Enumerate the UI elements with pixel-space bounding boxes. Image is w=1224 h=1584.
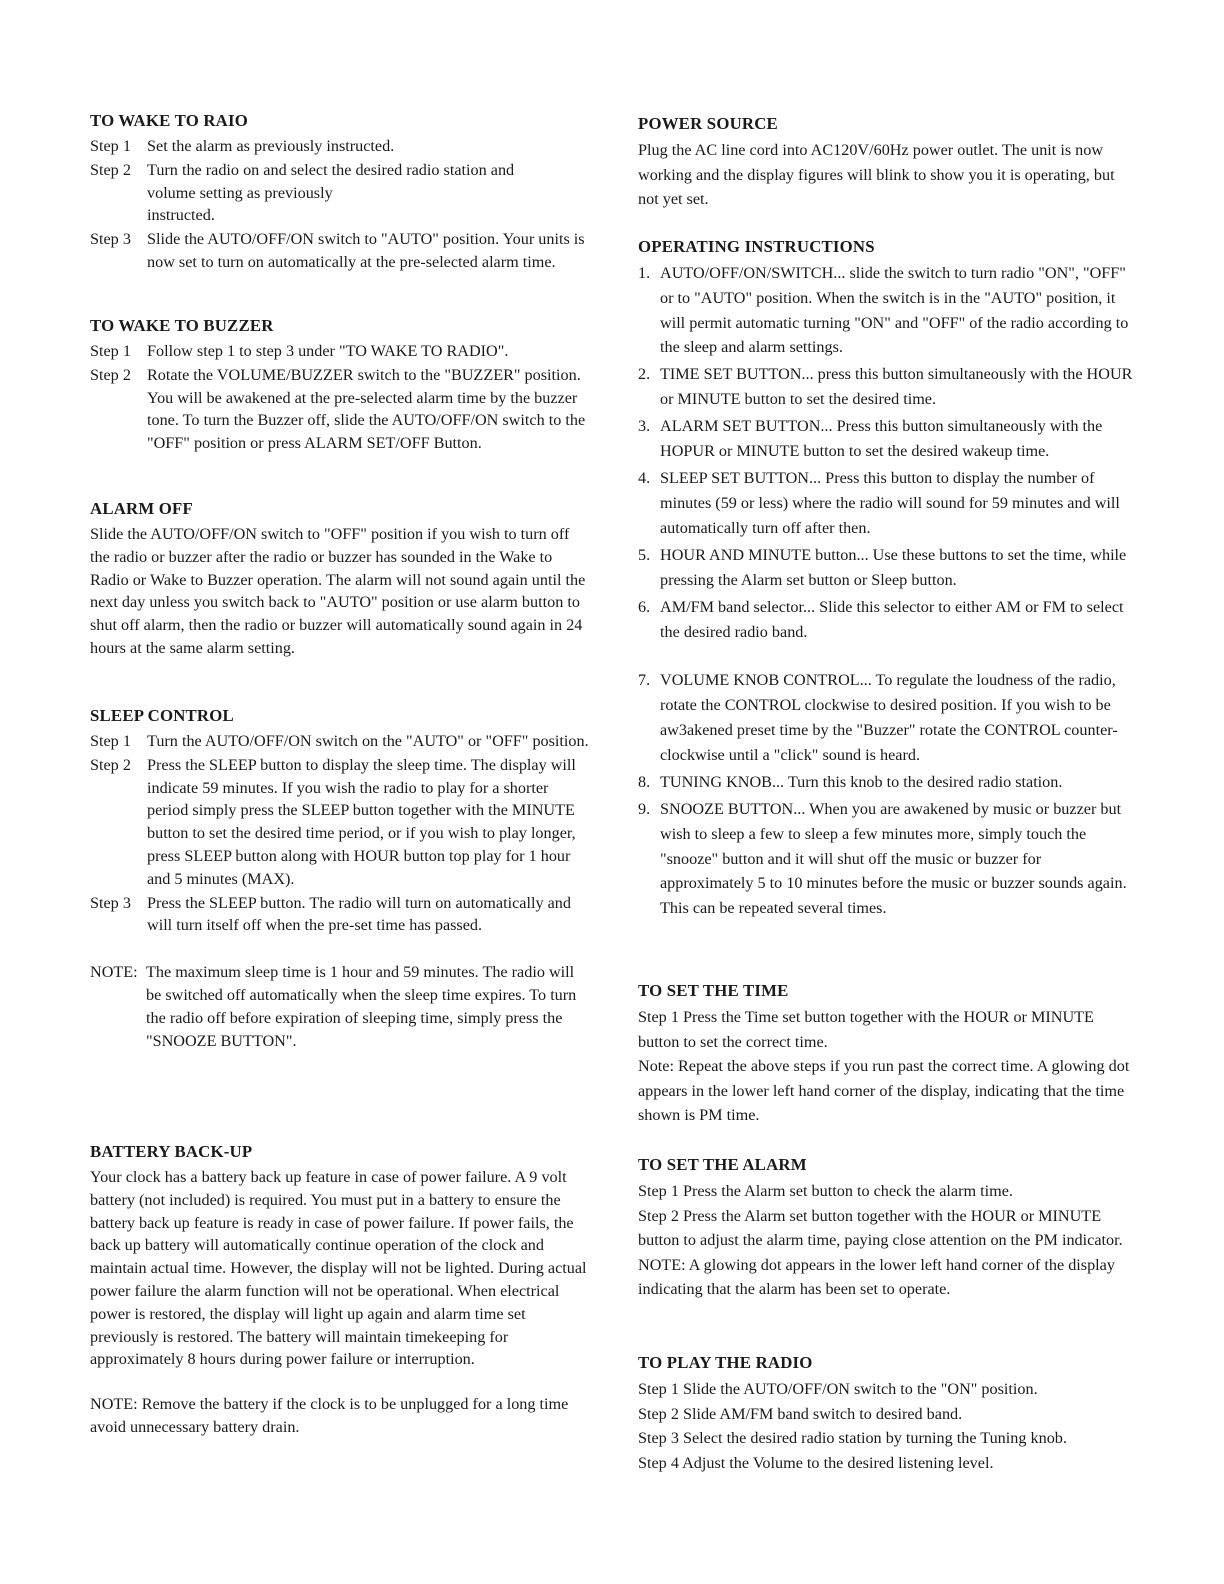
step-text <box>147 159 590 227</box>
item-number: 6. <box>638 597 651 616</box>
text-line: Step 1 Press the Alarm set button to check the alarm time. <box>638 1182 1013 1200</box>
step-label: Step 3 <box>90 893 131 912</box>
step-row <box>90 228 590 274</box>
section-title: OPERATING INSTRUCTIONS <box>638 237 875 256</box>
item-text: SLEEP SET BUTTON... Press this button to display the number of minutes (59 or less) where the radio will sound for 59 minutes and will automatically turn off after then. <box>660 469 1120 537</box>
section-title: POWER SOURCE <box>638 114 778 133</box>
step-label: Step 2 <box>90 365 131 384</box>
text-line: Step 2 Press the Alarm set button together with the HOUR or MINUTE button to adjust the alarm time, paying close attention on the PM indicator. <box>638 1206 1123 1250</box>
item-text: SNOOZE BUTTON... When you are awakened by music or buzzer but wish to sleep a few to sleep a few minutes more, simply touch the "snooze" button and it will shut off the music or buzzer for approximately 5 to 10 minutes before the music or buzzer sounds again. This can be repeated several times. <box>660 800 1127 918</box>
item-number: 3. <box>638 417 651 436</box>
item-text: AM/FM band selector... Slide this selector to either AM or FM to select the desired radio band. <box>660 597 1124 641</box>
section-title: TO WAKE TO BUZZER <box>90 316 274 335</box>
note-text: The maximum sleep time is 1 hour and 59 minutes. The radio will be switched off automatically when the sleep time expires. To turn the radio off before expiration of sleeping time, simply press the "SNOOZE BUTTON". <box>146 963 577 1050</box>
item-text: TIME SET BUTTON... press this button simultaneously with the HOUR or MINUTE button to set the desired time. <box>660 365 1133 409</box>
section-title: TO WAKE TO RAIO <box>90 111 248 130</box>
list-item <box>638 595 1138 645</box>
item-text: AUTO/OFF/ON/SWITCH... slide the switch to turn radio "ON", "OFF" or to "AUTO" position. When the switch is in the "AUTO" position, it will permit automatic turning "ON" and "OFF" of the radio according to the sleep and alarm settings. <box>660 264 1129 357</box>
section-title: SLEEP CONTROL <box>90 706 234 725</box>
step-label: Step 2 <box>90 160 131 179</box>
section-title: TO PLAY THE RADIO <box>638 1353 813 1372</box>
section-title: BATTERY BACK-UP <box>90 1142 253 1161</box>
section-play-radio <box>638 1352 1138 1475</box>
step-line: Turn the radio on and select the desired radio station and <box>147 160 515 179</box>
section-title: TO SET THE TIME <box>638 981 789 1000</box>
list-item <box>638 543 1138 593</box>
step-row <box>90 892 590 938</box>
item-number: 5. <box>638 545 651 564</box>
text-line: Step 2 Slide AM/FM band switch to desired band. <box>638 1404 963 1423</box>
section-sleep-control <box>90 705 590 1052</box>
step-row <box>90 340 590 363</box>
step-text: Rotate the VOLUME/BUZZER switch to the "BUZZER" position. You will be awakened at the pre-selected alarm time by the buzzer tone. To turn the Buzzer off, slide the AUTO/OFF/ON switch to the "OFF" position or press ALARM SET/OFF Button. <box>147 365 586 453</box>
item-number: 7. <box>638 671 651 690</box>
section-set-alarm <box>638 1154 1138 1302</box>
step-label: Step 1 <box>90 342 131 360</box>
section-operating-instructions <box>638 236 1138 923</box>
list-item <box>638 797 1138 921</box>
list-item <box>638 362 1138 412</box>
step-row <box>90 754 590 891</box>
text-line: Step 1 Slide the AUTO/OFF/ON switch to the "ON" position. <box>638 1380 1038 1398</box>
section-wake-to-radio <box>90 110 590 275</box>
text-line: Step 3 Select the desired radio station by turning the Tuning knob. <box>638 1429 1067 1448</box>
step-text: Slide the AUTO/OFF/ON switch to "AUTO" position. Your units is now set to turn on automatically at the pre-selected alarm time. <box>147 230 585 271</box>
item-text: HOUR AND MINUTE button... Use these buttons to set the time, while pressing the Alarm set button or Sleep button. <box>660 545 1127 589</box>
item-number: 1. <box>638 264 651 282</box>
list-item <box>638 414 1138 464</box>
step-text: Follow step 1 to step 3 under "TO WAKE TO RADIO". <box>147 342 509 360</box>
section-title: ALARM OFF <box>90 499 193 518</box>
step-label: Step 2 <box>90 755 131 774</box>
section-paragraph: Your clock has a battery back up feature in case of power failure. A 9 volt battery (not included) is required. You must put in a battery to ensure the battery back up feature is ready in case of power failure. If power fails, the back up battery will automatically continue operation of the clock and maintain actual time. However, the display will not be lighted. During actual power failure the alarm function will not be operational. When electrical power is restored, the display will light up again and alarm time set previously is restored. The battery will maintain timekeeping for approximately 8 hours during power failure or interruption. <box>90 1168 587 1369</box>
step-row <box>90 135 590 158</box>
text-line: NOTE: A glowing dot appears in the lower left hand corner of the display indicating that the alarm has been set to operate. <box>638 1255 1115 1299</box>
step-text: Press the SLEEP button to display the sleep time. The display will indicate 59 minutes. If you wish the radio to play for a shorter period simply press the SLEEP button together with the MINUTE button to set the desired time period, or if you wish to play longer, press SLEEP button along with HOUR button top play for 1 hour and 5 minutes (MAX). <box>147 755 576 888</box>
list-item <box>638 466 1138 540</box>
list-item <box>638 770 1138 795</box>
step-label: Step 3 <box>90 230 131 249</box>
step-label: Step 1 <box>90 137 131 155</box>
section-set-time <box>638 980 1138 1128</box>
section-title: TO SET THE ALARM <box>638 1155 807 1174</box>
text-line: Note: Repeat the above steps if you run past the correct time. A glowing dot appears in the lower left hand corner of the display, indicating that the time shown is PM time. <box>638 1057 1130 1125</box>
step-text: Press the SLEEP button. The radio will turn on automatically and will turn itself off when the pre-set time has passed. <box>147 893 571 935</box>
section-alarm-off <box>90 498 590 660</box>
step-row <box>90 730 590 753</box>
step-text: Turn the AUTO/OFF/ON switch on the "AUTO" or "OFF" position. <box>147 732 589 750</box>
item-text: VOLUME KNOB CONTROL... To regulate the loudness of the radio, rotate the CONTROL clockwise to desired position. If you wish to be aw3akened preset time by the "Buzzer" rotate the CONTROL counter-clockwise until a "click" sound is heard. <box>660 671 1118 764</box>
section-paragraph: Plug the AC line cord into AC120V/60Hz power outlet. The unit is now working and the display figures will blink to show you it is operating, but not yet set. <box>638 141 1115 209</box>
list-item <box>638 261 1138 360</box>
battery-note: NOTE: Remove the battery if the clock is to be unplugged for a long time avoid unnecessary battery drain. <box>90 1395 569 1436</box>
section-power-source <box>638 113 1138 212</box>
item-number: 2. <box>638 365 651 384</box>
section-battery-backup <box>90 1141 590 1439</box>
step-label: Step 1 <box>90 732 131 750</box>
text-line: Step 4 Adjust the Volume to the desired listening level. <box>638 1453 994 1472</box>
step-line: volume setting as previously <box>147 183 333 202</box>
item-text: TUNING KNOB... Turn this knob to the desired radio station. <box>660 772 1063 791</box>
section-paragraph: Slide the AUTO/OFF/ON switch to "OFF" position if you wish to turn off the radio or buzzer after the radio or buzzer has sounded in the Wake to Radio or Wake to Buzzer operation. The alarm will not sound again until the next day unless you switch back to "AUTO" position or use alarm button to shut off alarm, then the radio or buzzer will automatically sound again in 24 hours at the same alarm setting. <box>90 525 586 657</box>
step-row <box>90 159 590 227</box>
list-item <box>638 668 1138 767</box>
step-text: Set the alarm as previously instructed. <box>147 137 395 155</box>
item-number: 8. <box>638 772 651 791</box>
item-text: ALARM SET BUTTON... Press this button simultaneously with the HOPUR or MINUTE button to set the desired wakeup time. <box>660 417 1103 461</box>
step-row <box>90 364 590 455</box>
note-label: NOTE: <box>90 963 138 982</box>
step-line: instructed. <box>147 206 215 225</box>
sleep-note <box>90 961 590 1052</box>
item-number: 9. <box>638 800 651 819</box>
item-number: 4. <box>638 469 651 488</box>
text-line: Step 1 Press the Time set button together with the HOUR or MINUTE button to set the correct time. <box>638 1008 1094 1051</box>
section-wake-to-buzzer <box>90 315 590 456</box>
